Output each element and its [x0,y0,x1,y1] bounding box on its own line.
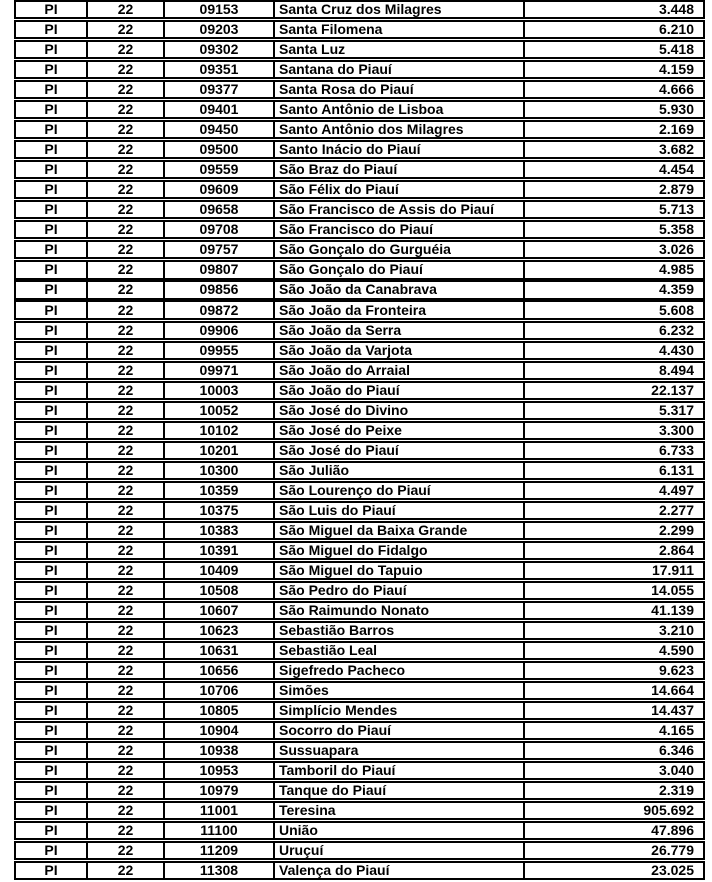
cell-uf: PI [16,803,88,818]
table-row [14,721,705,740]
cell-municipality-code: 09401 [165,102,275,117]
cell-municipality-name: São João do Piauí [275,383,525,398]
table-row [14,841,705,860]
cell-municipality-code: 09658 [165,202,275,217]
cell-population: 14.055 [651,582,694,598]
table-row [14,421,705,440]
table-row [14,280,705,299]
cell-municipality-code: 10201 [165,443,275,458]
cell-municipality-code: 09872 [165,302,275,317]
cell-uf: PI [16,202,88,217]
cell-municipality-code: 11308 [165,863,275,878]
cell-uf: PI [16,443,88,458]
cell-population: 22.137 [651,382,694,398]
cell-state-code: 22 [88,463,165,478]
table-row [14,821,705,840]
cell-state-code: 22 [88,563,165,578]
cell-population: 3.026 [658,242,694,258]
cell-uf: PI [16,122,88,137]
cell-state-code: 22 [88,683,165,698]
cell-state-code: 22 [88,403,165,418]
cell-municipality-name: Valença do Piauí [275,863,525,878]
cell-state-code: 22 [88,202,165,217]
table-row [14,481,705,500]
cell-municipality-name: Simplício Mendes [275,703,525,718]
cell-population: 14.437 [651,703,694,719]
cell-population: 6.232 [658,322,694,338]
cell-population: 4.590 [658,643,694,659]
cell-municipality-code: 09971 [165,363,275,378]
cell-municipality-name: São Francisco de Assis do Piauí [275,202,525,217]
table-row [14,341,705,360]
table-row [14,501,705,520]
cell-municipality-name: São Miguel da Baixa Grande [275,523,525,538]
cell-municipality-code: 10409 [165,563,275,578]
table-row [14,140,705,159]
cell-uf: PI [16,643,88,658]
cell-municipality-name: Santa Cruz dos Milagres [275,2,525,17]
table-row [14,100,705,119]
cell-state-code: 22 [88,323,165,338]
cell-municipality-name: São Francisco do Piauí [275,222,525,237]
cell-population: 47.896 [651,823,694,839]
cell-municipality-name: São Miguel do Tapuio [275,563,525,578]
cell-state-code: 22 [88,503,165,518]
cell-municipality-code: 09377 [165,82,275,97]
table-row [14,521,705,540]
cell-municipality-name: Sebastião Leal [275,643,525,658]
cell-population: 2.879 [658,182,694,198]
cell-state-code: 22 [88,383,165,398]
cell-municipality-name: Sussuapara [275,743,525,758]
cell-municipality-name: Santa Luz [275,42,525,57]
cell-municipality-name: Teresina [275,803,525,818]
cell-municipality-name: São Julião [275,463,525,478]
cell-municipality-name: Santo Antônio dos Milagres [275,122,525,137]
cell-state-code: 22 [88,703,165,718]
cell-municipality-name: União [275,823,525,838]
cell-state-code: 22 [88,843,165,858]
table-row [14,0,705,19]
table-row [14,541,705,560]
cell-population: 26.779 [651,843,694,859]
cell-population: 5.418 [658,42,694,58]
cell-population: 14.664 [651,683,694,699]
cell-population: 3.040 [658,763,694,779]
table-row [14,741,705,760]
cell-uf: PI [16,222,88,237]
cell-municipality-name: Socorro do Piauí [275,723,525,738]
table-row [14,441,705,460]
cell-uf: PI [16,583,88,598]
cell-municipality-code: 10391 [165,543,275,558]
cell-state-code: 22 [88,723,165,738]
cell-population: 2.864 [658,542,694,558]
cell-municipality-code: 09955 [165,343,275,358]
cell-state-code: 22 [88,82,165,97]
cell-population: 5.358 [658,222,694,238]
municipality-table [14,0,705,881]
table-row [14,621,705,640]
cell-municipality-name: São Braz do Piauí [275,162,525,177]
cell-municipality-code: 10383 [165,523,275,538]
cell-uf: PI [16,483,88,498]
cell-municipality-code: 11100 [165,823,275,838]
cell-uf: PI [16,563,88,578]
cell-uf: PI [16,503,88,518]
cell-municipality-code: 11001 [165,803,275,818]
cell-uf: PI [16,242,88,257]
cell-uf: PI [16,302,88,317]
cell-municipality-name: São Gonçalo do Piauí [275,262,525,277]
cell-population: 4.666 [658,82,694,98]
cell-uf: PI [16,603,88,618]
cell-uf: PI [16,823,88,838]
cell-uf: PI [16,523,88,538]
cell-uf: PI [16,543,88,558]
cell-municipality-code: 10003 [165,383,275,398]
table-row [14,601,705,620]
cell-population: 8.494 [658,362,694,378]
table-row [14,701,705,720]
cell-uf: PI [16,783,88,798]
table-row [14,200,705,219]
table-row [14,661,705,680]
cell-municipality-code: 11209 [165,843,275,858]
cell-population: 6.346 [658,743,694,759]
cell-state-code: 22 [88,663,165,678]
cell-state-code: 22 [88,523,165,538]
cell-population: 4.159 [658,62,694,78]
cell-municipality-name: São José do Divino [275,403,525,418]
cell-municipality-name: Santo Antônio de Lisboa [275,102,525,117]
cell-state-code: 22 [88,142,165,157]
cell-municipality-code: 10938 [165,743,275,758]
cell-population: 2.319 [658,783,694,799]
cell-population: 905.692 [643,803,694,819]
cell-municipality-name: São Miguel do Fidalgo [275,543,525,558]
cell-municipality-code: 10300 [165,463,275,478]
cell-municipality-code: 09302 [165,42,275,57]
cell-state-code: 22 [88,823,165,838]
cell-municipality-code: 09906 [165,323,275,338]
cell-municipality-name: Santa Filomena [275,22,525,37]
table-row [14,641,705,660]
cell-municipality-name: Uruçuí [275,843,525,858]
cell-municipality-code: 10979 [165,783,275,798]
cell-municipality-code: 09450 [165,122,275,137]
cell-uf: PI [16,723,88,738]
cell-state-code: 22 [88,343,165,358]
cell-state-code: 22 [88,42,165,57]
cell-municipality-name: São Luis do Piauí [275,503,525,518]
cell-municipality-code: 09757 [165,242,275,257]
cell-municipality-code: 10631 [165,643,275,658]
table-row [14,120,705,139]
cell-state-code: 22 [88,242,165,257]
cell-municipality-name: São João da Fronteira [275,302,525,317]
cell-uf: PI [16,262,88,277]
cell-municipality-name: Sebastião Barros [275,623,525,638]
table-row [14,160,705,179]
cell-population: 23.025 [651,863,694,879]
cell-state-code: 22 [88,262,165,277]
cell-municipality-code: 10904 [165,723,275,738]
cell-municipality-name: São João da Varjota [275,343,525,358]
cell-population: 17.911 [651,562,694,578]
cell-uf: PI [16,463,88,478]
cell-uf: PI [16,343,88,358]
cell-population: 6.131 [658,462,694,478]
cell-municipality-code: 10052 [165,403,275,418]
table-row [14,781,705,800]
cell-uf: PI [16,843,88,858]
cell-state-code: 22 [88,763,165,778]
cell-state-code: 22 [88,483,165,498]
cell-municipality-name: São João do Arraial [275,363,525,378]
cell-population: 3.682 [658,142,694,158]
cell-municipality-code: 10607 [165,603,275,618]
cell-population: 2.169 [658,122,694,138]
cell-state-code: 22 [88,543,165,558]
cell-municipality-code: 09351 [165,62,275,77]
cell-population: 2.299 [658,522,694,538]
cell-state-code: 22 [88,743,165,758]
cell-uf: PI [16,2,88,17]
cell-uf: PI [16,282,88,297]
cell-state-code: 22 [88,22,165,37]
cell-municipality-code: 09203 [165,22,275,37]
cell-municipality-name: São José do Piauí [275,443,525,458]
cell-population: 4.454 [658,162,694,178]
table-row [14,801,705,820]
table-row [14,381,705,400]
cell-uf: PI [16,423,88,438]
cell-municipality-name: Sigefredo Pacheco [275,663,525,678]
cell-population: 5.930 [658,102,694,118]
cell-state-code: 22 [88,583,165,598]
cell-state-code: 22 [88,623,165,638]
cell-municipality-code: 10508 [165,583,275,598]
cell-municipality-code: 10656 [165,663,275,678]
cell-population: 5.608 [658,302,694,318]
cell-state-code: 22 [88,863,165,878]
cell-state-code: 22 [88,162,165,177]
cell-state-code: 22 [88,783,165,798]
table-row [14,40,705,59]
table-row [14,180,705,199]
table-row [14,80,705,99]
cell-population: 4.359 [658,282,694,298]
cell-municipality-name: Santo Inácio do Piauí [275,142,525,157]
cell-population: 6.733 [658,442,694,458]
cell-population: 9.623 [658,663,694,679]
table-row [14,260,705,279]
cell-municipality-code: 09559 [165,162,275,177]
cell-municipality-name: São João da Canabrava [275,282,525,297]
cell-municipality-name: Simões [275,683,525,698]
cell-state-code: 22 [88,222,165,237]
cell-uf: PI [16,22,88,37]
cell-population: 3.448 [658,2,694,18]
cell-municipality-name: São José do Peixe [275,423,525,438]
cell-municipality-code: 09807 [165,262,275,277]
cell-municipality-code: 09609 [165,182,275,197]
cell-state-code: 22 [88,62,165,77]
cell-uf: PI [16,623,88,638]
table-row [14,401,705,420]
cell-population: 5.317 [658,402,694,418]
cell-uf: PI [16,363,88,378]
cell-municipality-name: Santa Rosa do Piauí [275,82,525,97]
cell-state-code: 22 [88,803,165,818]
cell-municipality-name: São Félix do Piauí [275,182,525,197]
cell-municipality-name: Tamboril do Piauí [275,763,525,778]
cell-uf: PI [16,763,88,778]
cell-uf: PI [16,182,88,197]
table-row [14,361,705,380]
cell-state-code: 22 [88,443,165,458]
cell-municipality-code: 10953 [165,763,275,778]
cell-state-code: 22 [88,643,165,658]
cell-municipality-name: São Raimundo Nonato [275,603,525,618]
cell-municipality-name: Santana do Piauí [275,62,525,77]
cell-municipality-code: 10359 [165,483,275,498]
cell-municipality-code: 09856 [165,282,275,297]
cell-state-code: 22 [88,363,165,378]
cell-population: 2.277 [658,502,694,518]
cell-municipality-name: São Gonçalo do Gurguéia [275,242,525,257]
table-row [14,861,705,880]
cell-municipality-name: São João da Serra [275,323,525,338]
table-row [14,20,705,39]
cell-municipality-code: 10805 [165,703,275,718]
cell-uf: PI [16,403,88,418]
cell-municipality-code: 10706 [165,683,275,698]
cell-municipality-name: Tanque do Piauí [275,783,525,798]
cell-uf: PI [16,863,88,878]
table-row [14,461,705,480]
table-row [14,561,705,580]
cell-state-code: 22 [88,122,165,137]
cell-population: 4.430 [658,342,694,358]
cell-population: 41.139 [651,602,694,618]
cell-state-code: 22 [88,282,165,297]
cell-uf: PI [16,142,88,157]
table-row [14,761,705,780]
table-row [14,321,705,340]
cell-population: 3.300 [658,422,694,438]
cell-population: 5.713 [658,202,694,218]
cell-uf: PI [16,743,88,758]
cell-population: 4.497 [658,482,694,498]
cell-municipality-name: São Pedro do Piauí [275,583,525,598]
cell-population: 3.210 [658,622,694,639]
cell-uf: PI [16,663,88,678]
cell-municipality-name: São Lourenço do Piauí [275,483,525,498]
table-row [14,681,705,700]
cell-municipality-code: 09708 [165,222,275,237]
cell-uf: PI [16,383,88,398]
cell-uf: PI [16,323,88,338]
cell-state-code: 22 [88,603,165,618]
cell-state-code: 22 [88,423,165,438]
cell-state-code: 22 [88,182,165,197]
cell-uf: PI [16,703,88,718]
cell-population: 4.165 [658,723,694,739]
cell-state-code: 22 [88,2,165,17]
table-row [14,300,705,319]
table-row [14,240,705,259]
cell-uf: PI [16,62,88,77]
cell-uf: PI [16,162,88,177]
cell-population: 4.985 [658,262,694,278]
cell-state-code: 22 [88,102,165,117]
cell-uf: PI [16,102,88,117]
cell-uf: PI [16,683,88,698]
cell-uf: PI [16,42,88,57]
cell-municipality-code: 10623 [165,623,275,638]
table-row [14,220,705,239]
table-row [14,581,705,600]
cell-municipality-code: 10102 [165,423,275,438]
cell-state-code: 22 [88,302,165,317]
cell-municipality-code: 09500 [165,142,275,157]
cell-municipality-code: 10375 [165,503,275,518]
cell-uf: PI [16,82,88,97]
cell-population: 6.210 [658,22,694,38]
cell-municipality-code: 09153 [165,2,275,17]
table-row [14,60,705,79]
